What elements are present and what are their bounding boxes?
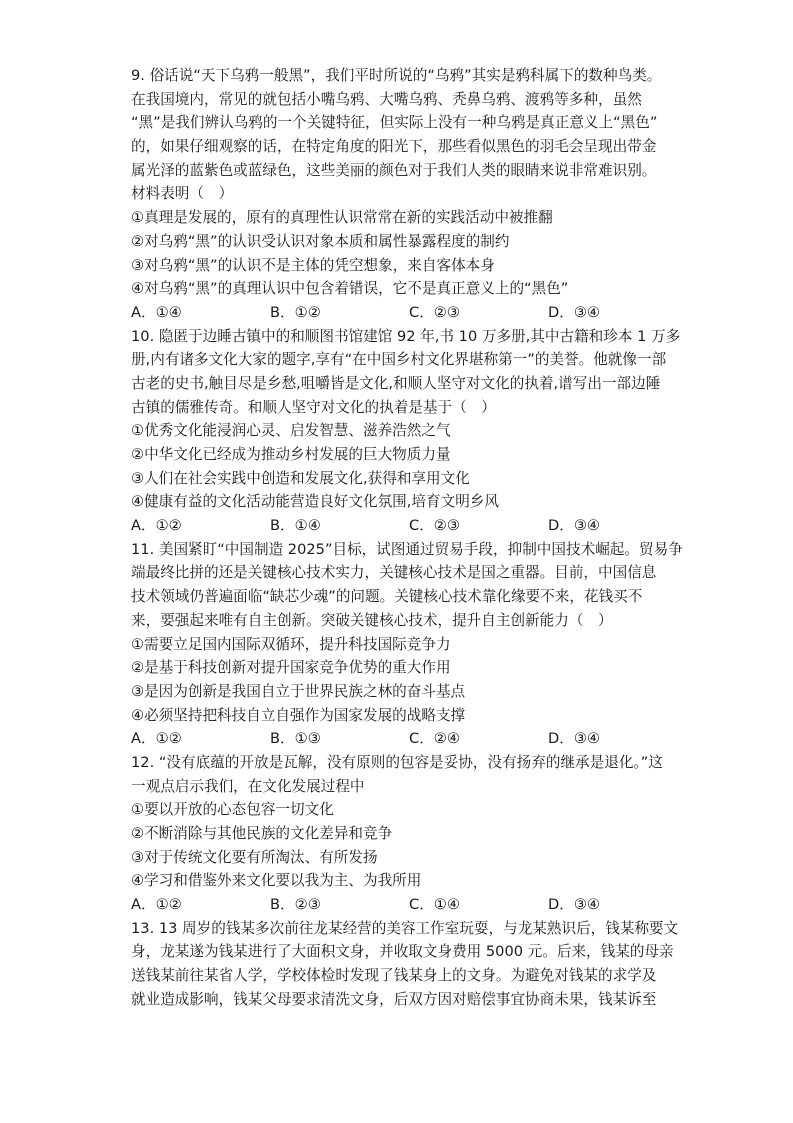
answer-options xyxy=(131,514,661,538)
option-a: A．①② xyxy=(131,730,182,748)
option-a: A．①④ xyxy=(131,303,182,321)
stem-line: 13. 13 周岁的钱某多次前往龙某经营的美容工作室玩耍，与龙某熟识后，钱某称要文 xyxy=(131,919,679,937)
stem-line: 在我国境内，常见的就包括小嘴乌鸦、大嘴乌鸦、秃鼻乌鸦、渡鸦等多种，虽然 xyxy=(131,90,642,108)
question-12 xyxy=(131,751,661,917)
stem-line: 就业造成影响，钱某父母要求清洗文身，后双方因对赔偿事宜协商未果，钱某诉至 xyxy=(131,990,657,1008)
stem-line: 属光泽的蓝紫色或蓝绿色，这些美丽的颜色对于我们人类的眼睛来说非常难识别。 xyxy=(131,161,657,179)
statement-item: ③是因为创新是我国自立于世界民族之林的奋斗基点 xyxy=(131,682,466,700)
option-c: C．②④ xyxy=(409,730,460,748)
statement-item: ③对于传统文化要有所淘汰、有所发扬 xyxy=(131,848,378,866)
stem-line: “黑”是我们辨认乌鸦的一个关键特征，但实际上没有一种乌鸦是真正意义上“黑色” xyxy=(131,114,658,132)
answer-options xyxy=(131,301,661,325)
option-c: C．①④ xyxy=(409,896,460,914)
option-d: D．③④ xyxy=(548,730,600,748)
question-list xyxy=(131,64,683,1012)
option-c: C．②③ xyxy=(409,303,460,321)
stem-line: 册,内有诸多文化大家的题字,享有“在中国乡村文化界堪称第一”的美誉。他就像一部 xyxy=(131,351,667,369)
option-a: A．①② xyxy=(131,517,182,535)
stem-line: 送钱某前往某省人学，学校体检时发现了钱某身上的文身。为避免对钱某的求学及 xyxy=(131,967,657,985)
stem-line: 9. 俗话说“天下乌鸦一般黑”，我们平时所说的“乌鸦”其实是鸦科属下的数种鸟类。 xyxy=(131,67,662,84)
option-d: D．③④ xyxy=(548,896,600,914)
stem-line: 来，要强起来唯有自主创新。突破关键核心技术，提升自主创新能力（ ） xyxy=(131,611,613,629)
statement-item: ①真理是发展的，原有的真理性认识常常在新的实践活动中被推翻 xyxy=(131,209,553,227)
stem-line: 材料表明（ ） xyxy=(131,185,234,203)
statement-item: ④对乌鸦“黑”的真理认识中包含着错误，它不是真正意义上的“黑色” xyxy=(131,280,569,298)
option-b: B．①③ xyxy=(270,730,321,748)
statement-item: ③人们在社会实践中创造和发展文化,获得和享用文化 xyxy=(131,469,470,487)
stem-line: 10. 隐匿于边睡古镇中的和顺图书馆建馆 92 年,书 10 万多册,其中古籍和珍本 1 万多 xyxy=(131,327,681,345)
stem-line: 一观点启示我们，在文化发展过程中 xyxy=(131,777,365,795)
stem-line: 11. 美国紧盯“中国制造 2025”目标，试图通过贸易手段，抑制中国技术崛起。贸易争 xyxy=(131,540,683,558)
option-d: D．③④ xyxy=(548,517,600,535)
statement-item: ②中华文化已经成为推动乡村发展的巨大物质力量 xyxy=(131,446,451,463)
stem-line: 技术领域仍普遍面临“缺芯少魂”的问题。关键核心技术靠化缘要不来，花钱买不 xyxy=(131,588,643,606)
stem-line: 身，龙某遂为钱某进行了大面积文身，并收取文身费用 5000 元。后来，钱某的母亲 xyxy=(131,943,674,961)
answer-options xyxy=(131,893,661,917)
statement-item: ④学习和借鉴外来文化要以我为主、为我所用 xyxy=(131,872,422,890)
statement-item: ④健康有益的文化活动能营造良好文化氛围,培育文明乡风 xyxy=(131,493,499,511)
statement-item: ①需要立足国内国际双循环，提升科技国际竞争力 xyxy=(131,635,451,653)
option-b: B．②③ xyxy=(270,896,321,914)
statement-item: ④必须坚持把科技自立自强作为国家发展的战略支撑 xyxy=(131,706,466,724)
option-a: A．①② xyxy=(131,896,182,914)
option-c: C．②③ xyxy=(409,517,460,535)
stem-line: 12. “没有底蕴的开放是瓦解，没有原则的包容是妥协，没有扬弃的继承是退化。”这 xyxy=(131,753,663,771)
statement-item: ②不断消除与其他民族的文化差异和竞争 xyxy=(131,825,393,842)
stem-line: 古镇的儒雅传奇。和顺人坚守对文化的执着是基于（ ） xyxy=(131,398,496,416)
statement-item: ③对乌鸦“黑”的认识不是主体的凭空想象，来自客体本身 xyxy=(131,256,495,274)
statement-item: ①要以开放的心态包容一切文化 xyxy=(131,801,334,819)
answer-options xyxy=(131,727,661,751)
stem-line: 的，如果仔细观察的话，在特定角度的阳光下，那些看似黑色的羽毛会呈现出带金 xyxy=(131,138,657,156)
option-b: B．①② xyxy=(270,303,321,321)
statement-item: ①优秀文化能浸润心灵、启发智慧、滋养浩然之气 xyxy=(131,422,451,440)
question-13 xyxy=(131,917,679,1012)
statement-item: ②是基于科技创新对提升国家竞争优势的重大作用 xyxy=(131,659,451,677)
option-d: D．③④ xyxy=(548,303,600,321)
option-b: B．①④ xyxy=(270,517,321,535)
stem-line: 端最终比拼的还是关键核心技术实力，关键核心技术是国之重器。目前，中国信息 xyxy=(131,564,657,582)
question-11 xyxy=(131,538,683,751)
stem-line: 古老的史书,触目尽是乡愁,咀嚼皆是文化,和顺人坚守对文化的执着,谱写出一部边陲 xyxy=(131,374,661,392)
question-10 xyxy=(131,325,681,538)
statement-item: ②对乌鸦“黑”的认识受认识对象本质和属性暴露程度的制约 xyxy=(131,232,510,250)
question-9 xyxy=(131,64,661,325)
